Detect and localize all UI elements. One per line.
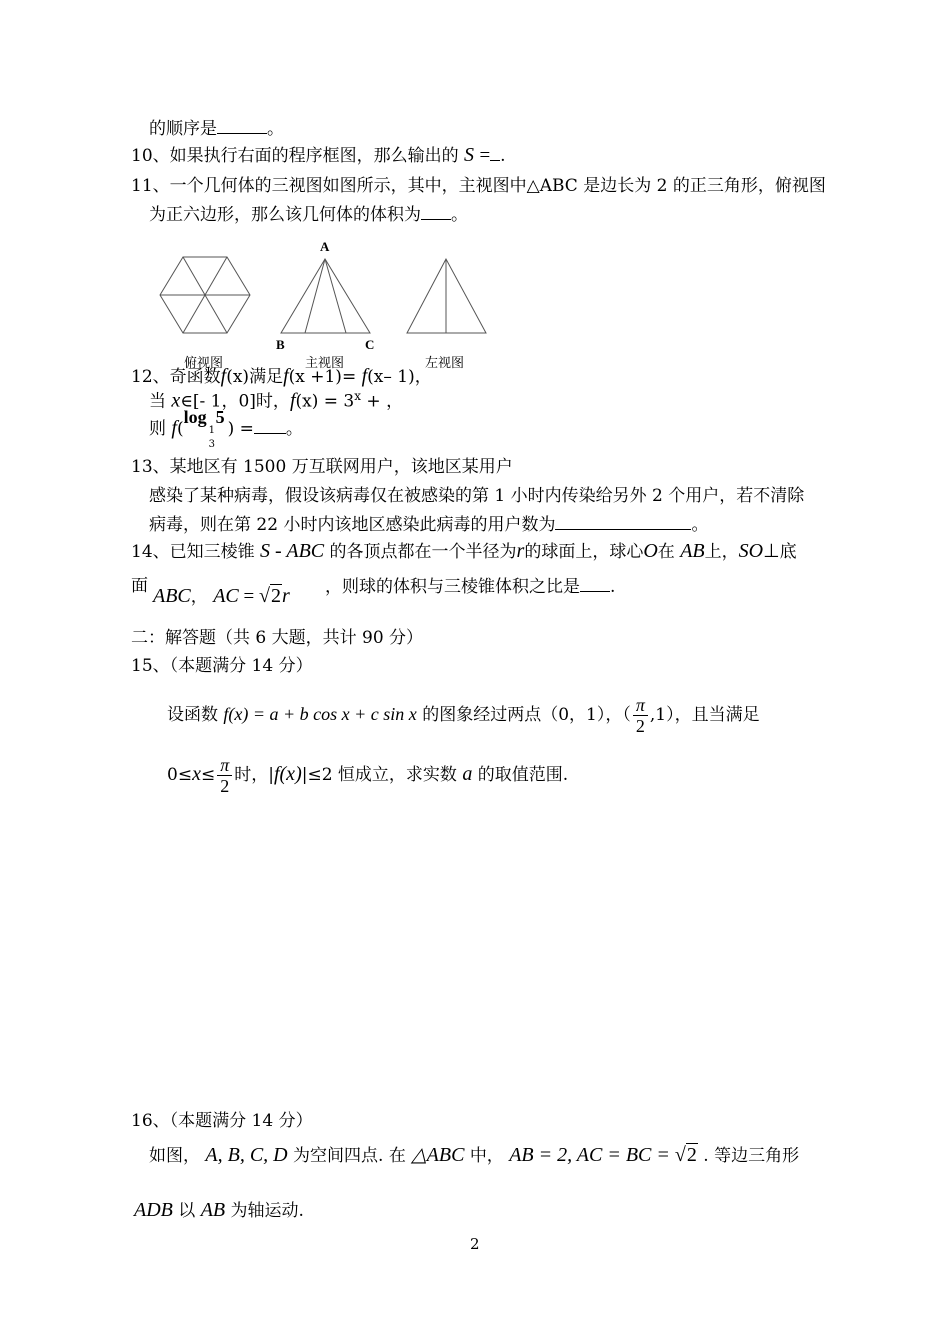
q12-log-base-num: 1 <box>208 425 215 436</box>
q16-ab: AB <box>200 1199 226 1221</box>
q16-sqrt: √2 <box>674 1144 697 1166</box>
q15-line1 <box>167 695 760 736</box>
question-12-line3: 则 f( log 1 3 5 ) = 。 <box>149 412 303 452</box>
q14-so: SO <box>738 540 764 562</box>
q14-eq: = <box>238 586 259 607</box>
q12-sup: x <box>354 389 362 403</box>
q10-text: 如果执行右面的程序框图，那么输出的 <box>169 146 459 166</box>
q12-log: log <box>183 407 207 427</box>
q14-text-f: 底 <box>779 542 797 562</box>
q11-blank <box>421 203 451 220</box>
q11-number: 11、 <box>131 176 170 196</box>
question-13-line2 <box>149 485 804 507</box>
q13-line1: 某地区有 1500 万互联网用户，该地区某用户 <box>169 457 513 477</box>
q15-header: 15、（本题满分 14 分） <box>131 656 313 676</box>
q14-text-b: 的各顶点都在一个半径为 <box>329 542 517 562</box>
q15-function: f(x) = a + b cos x + c sin x <box>223 704 417 724</box>
q15-text-d: 0≤ <box>167 765 193 785</box>
q14-text-h: ， <box>190 587 208 607</box>
q13-line3: 病毒，则在第 22 小时内该地区感染此病毒的用户数为 <box>149 515 556 535</box>
q9-tail <box>149 117 284 140</box>
q10-eq: = <box>479 145 491 166</box>
q15-text-c: ,1），且当满足 <box>649 705 760 725</box>
vertex-a-label: A <box>320 239 330 254</box>
q12-f: f <box>220 365 227 387</box>
question-13-line3 <box>149 513 708 536</box>
q9-end: 。 <box>267 119 284 139</box>
q15-x: x <box>192 763 201 785</box>
q12-end: 。 <box>285 419 303 439</box>
q15-frac-pi-2 <box>633 695 648 736</box>
q15-text-h: 的取值范围. <box>477 765 569 785</box>
page-number: 2 <box>470 1235 480 1253</box>
q14-text-g: 面 <box>131 576 148 596</box>
q12-text-a: 奇函数 <box>169 367 221 387</box>
q12-log-arg: 5 <box>215 407 225 427</box>
q12-line2-a: 当 <box>149 391 172 412</box>
q12-line3-a: 则 <box>149 419 172 439</box>
q12-comma: ， <box>414 367 432 387</box>
top-view-label: 俯视图 <box>184 356 224 371</box>
q12-number: 12、 <box>131 367 170 387</box>
q12-f4: f <box>289 389 296 412</box>
q10-number: 10、 <box>131 146 170 166</box>
q15-fx: f(x) <box>273 763 302 785</box>
q16-text-c: 中， <box>469 1146 504 1166</box>
q14-perp: ⊥ <box>763 541 780 562</box>
q12-line2-d: + ， <box>361 391 404 412</box>
q16-text-b: 为空间四点. 在 <box>293 1146 406 1166</box>
q15-text-e: ≤ <box>200 765 216 785</box>
q12-eq-rhs: (x– 1) <box>367 367 415 387</box>
q15-line2 <box>167 755 568 796</box>
question-10 <box>131 144 506 167</box>
q14-abc: ABC <box>153 585 191 607</box>
left-view-triangle <box>404 255 490 337</box>
q12-f3: f <box>361 365 368 387</box>
q14-blank <box>580 575 610 592</box>
q14-end: . <box>610 577 616 597</box>
question-11-line2 <box>149 203 468 226</box>
q12-f2: f <box>283 365 289 387</box>
q12-line2-b: ∈[- 1，0]时， <box>180 391 290 412</box>
q11-line2: 为正六边形，那么该几何体的体积为 <box>149 205 421 225</box>
q13-end: 。 <box>691 515 709 535</box>
q11-line1: 一个几何体的三视图如图所示，其中，主视图中△ABC 是边长为 2 的正三角形，俯视图 <box>169 176 826 196</box>
question-14-line2b <box>153 585 290 608</box>
left-view-label: 左视图 <box>425 356 465 371</box>
q10-var: S <box>464 144 475 166</box>
q14-text-a: 已知三棱锥 <box>169 542 255 562</box>
q9-text: 的顺序是 <box>149 119 217 139</box>
q16-condition: AB = 2, AC = BC = <box>509 1144 675 1166</box>
q16-line2 <box>134 1195 304 1226</box>
q15-two: 2 <box>635 716 645 736</box>
q14-text-d: 在 <box>657 542 675 562</box>
q15-text-f: 时，| <box>234 765 274 785</box>
q16-line1 <box>149 1140 799 1171</box>
q12-xparen: (x) <box>226 367 250 387</box>
vertex-b-label: B <box>276 337 285 352</box>
q16-text-d: . 等边三角形 <box>703 1146 800 1166</box>
question-13-line1 <box>131 456 513 478</box>
q12-blank <box>254 417 286 434</box>
q14-ac: AC <box>213 585 239 607</box>
q12-eq-lhs: (x +1)= <box>288 367 362 387</box>
vertex-c-label: C <box>365 337 375 352</box>
q12-line2-c: (x) = 3 <box>295 391 355 412</box>
q16-header: 16、（本题满分 14 分） <box>131 1111 313 1131</box>
q16-adb: ADB <box>134 1199 173 1221</box>
q16-text-e: 以 <box>178 1201 196 1221</box>
q14-text-e: 上， <box>704 542 739 562</box>
q15-frac-pi-2b <box>217 755 232 796</box>
q16-triangle: △ABC <box>411 1144 465 1166</box>
section-2-title: 二：解答题（共 6 大题，共计 90 分） <box>131 628 424 648</box>
q12-f5: f <box>171 417 177 439</box>
q12-log-base-den: 3 <box>208 439 215 450</box>
q15-pi: π <box>633 695 648 716</box>
q14-r2: r <box>281 585 290 607</box>
q14-text-c: 的球面上，球心 <box>524 542 644 562</box>
q15-pi-b: π <box>217 755 232 776</box>
q15-text-a: 设函数 <box>167 705 218 725</box>
q15-text-g: |≤2 恒成立，求实数 <box>301 765 457 785</box>
q16-points: A, B, C, D <box>205 1144 288 1166</box>
q13-line2: 感染了某种病毒，假设该病毒仅在被感染的第 1 小时内传染给另外 2 个用户，若不清除 <box>149 486 805 506</box>
q15-two-b: 2 <box>220 776 230 796</box>
q16-text-a: 如图， <box>149 1146 200 1166</box>
q13-number: 13、 <box>131 457 170 477</box>
q14-o: O <box>643 540 658 562</box>
q16-text-f: 为轴运动. <box>230 1201 304 1221</box>
q12-text-b: 满足 <box>249 367 284 387</box>
front-view-label: 主视图 <box>305 356 345 371</box>
q10-blank <box>490 144 500 161</box>
q14-r: r <box>516 540 525 562</box>
q14-ab: AB <box>680 540 705 562</box>
q11-end: 。 <box>451 205 468 225</box>
q14-pyramid: S - ABC <box>260 540 325 562</box>
q14-number: 14、 <box>131 542 170 562</box>
q10-end: . <box>500 146 506 166</box>
q15-a-var: a <box>462 763 473 785</box>
question-14-line2c <box>325 575 615 598</box>
question-14-line2 <box>131 575 148 597</box>
question-11-line1 <box>131 175 826 197</box>
top-view-hexagon <box>155 250 255 340</box>
q12-line3-b: ) = <box>227 419 254 439</box>
question-14-line1 <box>131 540 797 563</box>
q9-blank <box>217 117 267 134</box>
q13-blank <box>555 513 691 530</box>
q14-text-i: ，则球的体积与三棱锥体积之比是 <box>325 577 580 597</box>
q15-text-b: 的图象经过两点（0，1），（ <box>422 705 631 725</box>
q14-sqrt-val: 2 <box>270 585 281 607</box>
q16-sqrt-val: 2 <box>686 1144 697 1166</box>
q12-log-expression <box>183 407 228 450</box>
q14-sqrt: √2 <box>258 585 281 607</box>
front-view-triangle <box>278 255 374 337</box>
q12-x: x <box>171 389 181 412</box>
